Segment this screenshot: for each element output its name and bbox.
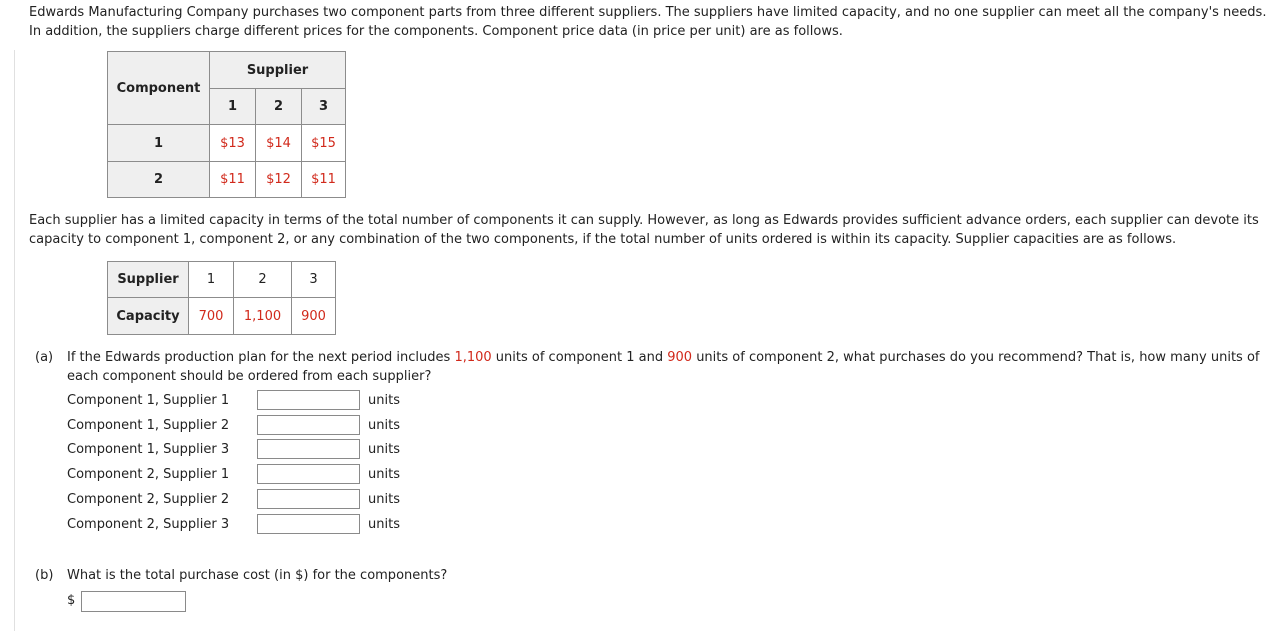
component-header: Component (108, 52, 210, 125)
component-row-2: 2 (108, 162, 210, 198)
answer-label: Component 1, Supplier 2 (67, 418, 230, 433)
left-border (14, 50, 15, 631)
c1-s3-input[interactable] (257, 439, 360, 459)
supplier-row-label: Supplier (108, 262, 189, 298)
units-label: units (368, 418, 400, 433)
intro-line-2: In addition, the suppliers charge different prices for the components. Component price data (in price per unit) are as follows. (29, 24, 843, 39)
question-b-label: (b) (35, 568, 54, 583)
question-a-text-1: If the Edwards production plan for the next period includes (67, 350, 455, 365)
capacity-value: 1,100 (234, 298, 292, 335)
supplier-col-2: 2 (256, 89, 302, 125)
price-cell: $15 (302, 125, 346, 162)
capacity-row-label: Capacity (108, 298, 189, 335)
price-cell: $12 (256, 162, 302, 198)
price-table (107, 51, 346, 198)
c1-s1-input[interactable] (257, 390, 360, 410)
supplier-number: 1 (189, 262, 234, 298)
c2-s3-input[interactable] (257, 514, 360, 534)
question-a-label: (a) (35, 350, 54, 365)
capacity-value: 900 (292, 298, 336, 335)
price-cell: $14 (256, 125, 302, 162)
component-2-units: 900 (667, 350, 693, 365)
supplier-col-3: 3 (302, 89, 346, 125)
units-label: units (368, 492, 400, 507)
component-row-1: 1 (108, 125, 210, 162)
answer-label: Component 2, Supplier 2 (67, 492, 230, 507)
capacity-line-1: Each supplier has a limited capacity in terms of the total number of components it can supply. However, as long as Edwards provides sufficient advance orders, each supplier can devote its (29, 213, 1259, 228)
answer-label: Component 1, Supplier 3 (67, 442, 230, 457)
dollar-sign: $ (67, 593, 76, 608)
price-cell: $11 (302, 162, 346, 198)
c1-s2-input[interactable] (257, 415, 360, 435)
supplier-number: 3 (292, 262, 336, 298)
question-a-text-2: units of component 1 and (491, 350, 668, 365)
capacity-table (107, 261, 336, 335)
units-label: units (368, 442, 400, 457)
intro-line-1: Edwards Manufacturing Company purchases two component parts from three different suppliers. The suppliers have limited capacity, and no one supplier can meet all the company's needs. (29, 5, 1267, 20)
units-label: units (368, 393, 400, 408)
units-label: units (368, 467, 400, 482)
c2-s1-input[interactable] (257, 464, 360, 484)
total-cost-input[interactable] (81, 591, 186, 612)
component-1-units: 1,100 (454, 350, 492, 365)
price-cell: $13 (210, 125, 256, 162)
capacity-value: 700 (189, 298, 234, 335)
answer-label: Component 2, Supplier 3 (67, 517, 230, 532)
question-a-text-3: units of component 2, what purchases do you recommend? That is, how many units of each component should be ordered from each supplier? (67, 350, 1260, 384)
capacity-line-2: capacity to component 1, component 2, or any combination of the two components, if the total number of units ordered is within its capacity. Supplier capacities are as follows. (29, 232, 1177, 247)
supplier-col-1: 1 (210, 89, 256, 125)
answer-label: Component 1, Supplier 1 (67, 393, 230, 408)
c2-s2-input[interactable] (257, 489, 360, 509)
supplier-number: 2 (234, 262, 292, 298)
question-b-text: What is the total purchase cost (in $) for the components? (67, 568, 448, 583)
answer-label: Component 2, Supplier 1 (67, 467, 230, 482)
units-label: units (368, 517, 400, 532)
supplier-header: Supplier (210, 52, 346, 89)
intro-paragraph (29, 3, 1269, 41)
price-cell: $11 (210, 162, 256, 198)
capacity-paragraph (29, 211, 1269, 249)
question-a-text (67, 348, 1272, 386)
